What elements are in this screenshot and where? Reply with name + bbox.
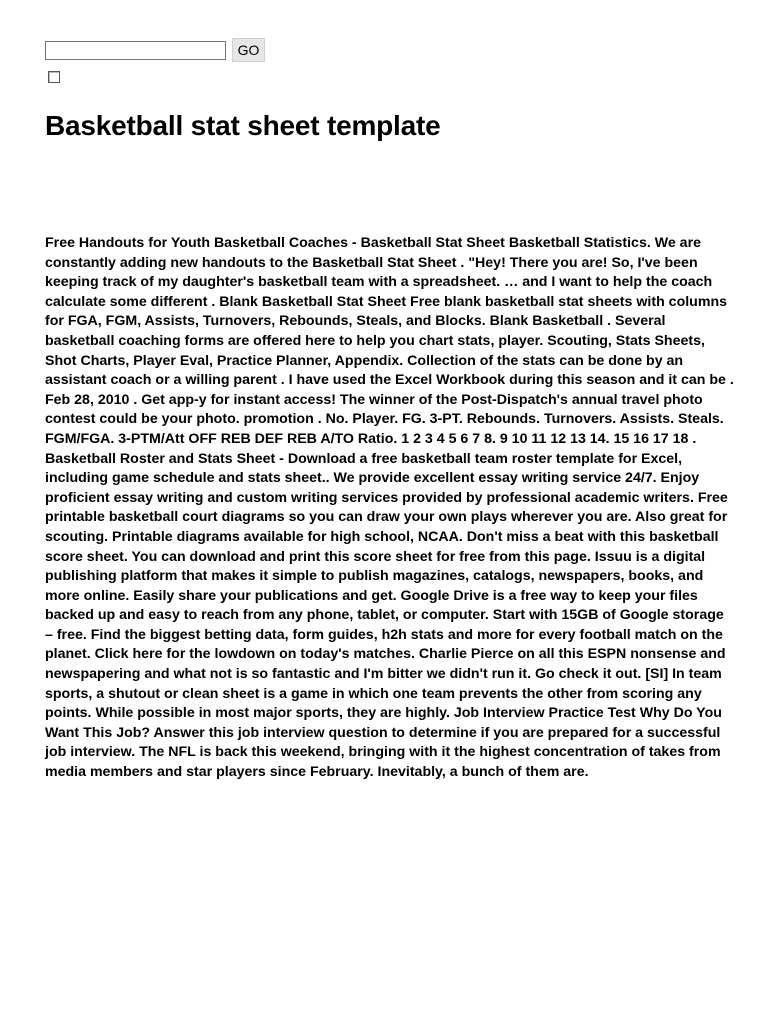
article-body-text: Free Handouts for Youth Basketball Coaches - Basketball Stat Sheet Basketball Statistics. We are constantly adding new handouts to the Basketball Stat Sheet . "Hey! There you are! So, I've been keeping track of my daughter's basketball team with a spreadsheet. … and I want to help the coach calculate some different . Blank Basketball Stat Sheet Free blank basketball stat sheets with columns for FGA, FGM, Assists, Turnovers, Rebounds, Steals, and Blocks. Blank Basketball . Several basketball coaching forms are offered here to help you chart stats, player. Scouting, Stats Sheets, Shot Charts, Player Eval, Practice Planner, Appendix. Collection of the stats can be done by an assistant coach or a willing parent . I have used the Excel Workbook during this season and it can be . Feb 28, 2010 . Get app-y for instant access! The winner of the Post-Dispatch's annual travel photo contest could be your photo. promotion . No. Player. FG. 3-PT. Rebounds. Turnovers. Assists. Steals. FGM/FGA. 3-PTM/Att OFF REB DEF REB A/TO Ratio. 1 2 3 4 5 6 7 8. 9 10 11 12 13 14. 15 16 17 18 . Basketball Roster and Stats Sheet - Download a free basketball team roster template for Excel, including game schedule and stats sheet.. We provide excellent essay writing service 24/7. Enjoy proficient essay writing and custom writing services provided by professional academic writers. Free printable basketball court diagrams so you can draw your own plays wherever you are. Also great for scouting. Printable diagrams available for high school, NCAA. Don't miss a beat with this basketball score sheet. You can download and print this score sheet for free from this page. Issuu is a digital publishing platform that makes it simple to publish magazines, catalogs, newspapers, books, and more online. Easily share your publications and get. Google Drive is a free way to keep your files backed up and easy to reach from any phone, tablet, or computer. Start with 15GB of Google storage – free. Find the biggest betting data, form guides, h2h stats and more for every football match on the planet. Click here for the lowdown on today's matches. Charlie Pierce on all this ESPN nonsense and newspapering and what not is so fantastic and I'm bitter we didn't run it. Go check it out. [SI] In team sports, a shutout or clean sheet is a game in which one team prevents the other from scoring any points. While possible in most major sports, they are highly. Job Interview Practice Test Why Do You Want This Job? Answer this job interview question to determine if you are prepared for a successful job interview. The NFL is back this weekend, bringing with it the highest concentration of takes from media members and star players since February. Inevitably, a bunch of them are. (45, 235, 734, 781)
search-form (45, 38, 265, 62)
search-input[interactable] (45, 41, 226, 60)
checkbox[interactable] (48, 71, 60, 83)
page-title: Basketball stat sheet template (45, 110, 441, 141)
go-button[interactable]: GO (232, 38, 265, 62)
